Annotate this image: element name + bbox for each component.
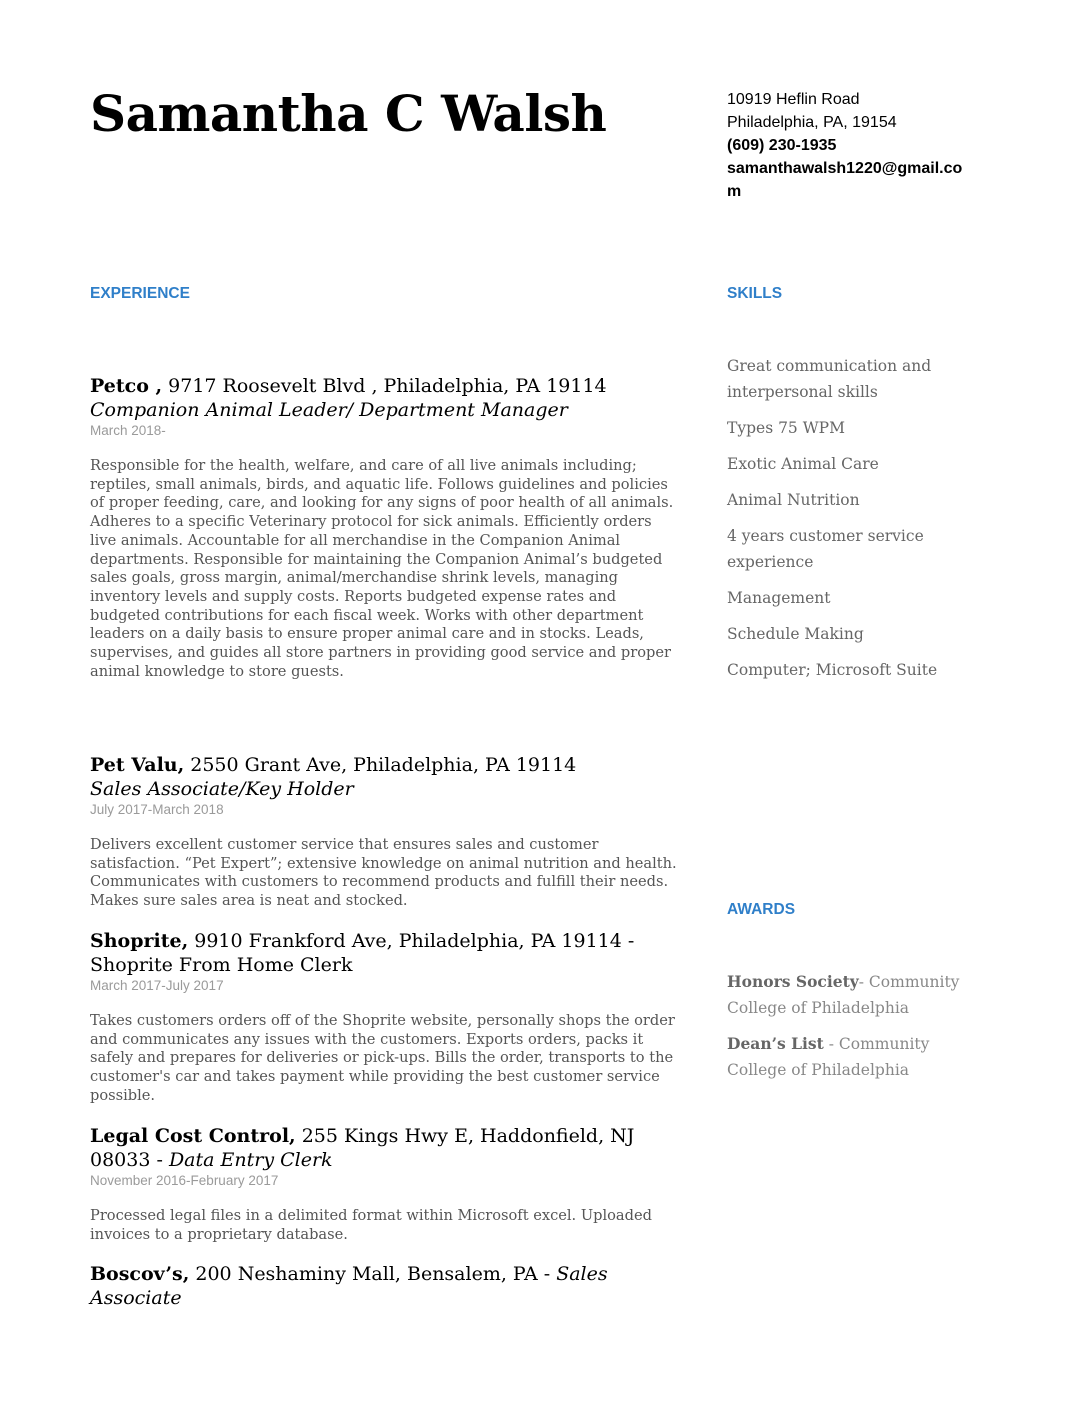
job-heading bbox=[90, 374, 680, 422]
job-entry-petco bbox=[90, 374, 680, 681]
skill-item: Exotic Animal Care bbox=[727, 455, 879, 473]
job-location: 255 Kings Hwy E, Haddonfield, NJ 08033 - bbox=[90, 1125, 635, 1171]
skill-item: Great communication and interpersonal skills bbox=[727, 357, 932, 401]
skill-item: Animal Nutrition bbox=[727, 491, 860, 509]
job-location: 9717 Roosevelt Blvd , Philadelphia, PA 19114 bbox=[162, 375, 607, 397]
awards-list bbox=[727, 969, 967, 1093]
job-location: 9910 Frankford Ave, Philadelphia, PA 19114 - Shoprite From Home Clerk bbox=[90, 930, 635, 976]
award-item bbox=[727, 969, 967, 1021]
job-entry-pet-valu bbox=[90, 753, 680, 911]
skill-item: 4 years customer service experience bbox=[727, 527, 924, 571]
job-org: Pet Valu, bbox=[90, 754, 185, 776]
job-description: Takes customers orders off of the Shoprite website, personally shops the order and communicates any issues with the customers. Exports orders, packs it safely and prepares for deliveries or pick-ups. Bills the order, transports to the customer's car and takes payment while providing the best customer service possible. bbox=[90, 1012, 675, 1104]
job-org: Shoprite, bbox=[90, 930, 189, 952]
contact-street: 10919 Heflin Road bbox=[727, 91, 860, 108]
job-location: 2550 Grant Ave, Philadelphia, PA 19114 bbox=[184, 754, 577, 776]
job-description: Delivers excellent customer service that ensures sales and customer satisfaction. “Pet Expert”; extensive knowledge on animal nutrition and health. Communicates with customers to recommend products and fulfill their needs. Makes sure sales area is neat and stocked. bbox=[90, 836, 677, 910]
contact-block bbox=[727, 88, 967, 203]
job-role: Sales Associate/Key Holder bbox=[90, 778, 354, 800]
award-item bbox=[727, 1031, 967, 1083]
job-role: Sales Associate bbox=[90, 1263, 608, 1309]
job-entry-shoprite bbox=[90, 929, 680, 1106]
candidate-name: Samantha C Walsh bbox=[90, 84, 607, 143]
job-description: Responsible for the health, welfare, and care of all live animals including; reptiles, small animals, birds, and aquatic life. Follows guidelines and policies of proper feeding, care, and looking for any signs of poor health of all animals. Adheres to a specific Veterinary protocol for sick animals. Efficiently orders live animals. Accountable for all merchandise in the Companion Animal departments. Responsible for maintaining the Companion Animal’s budgeted sales goals, gross margin, animal/merchandise shrink levels, managing inventory levels and supply costs. Reports budgeted expense rates and budgeted contributions for each fiscal week. Works with other department leaders on a daily basis to ensure proper animal care and in stocks. Leads, supervises, and guides all store partners in providing good service and proper animal knowledge to store guests. bbox=[90, 457, 674, 680]
job-heading bbox=[90, 1124, 680, 1172]
job-org: Legal Cost Control, bbox=[90, 1125, 296, 1147]
award-name: Honors Society bbox=[727, 972, 859, 991]
job-heading bbox=[90, 753, 680, 801]
job-role: Companion Animal Leader/ Department Manager bbox=[90, 399, 568, 421]
award-detail: - Community College of Philadelphia bbox=[727, 1035, 930, 1079]
skill-item: Types 75 WPM bbox=[727, 419, 845, 437]
skills-list bbox=[727, 353, 967, 693]
job-dates: November 2016-February 2017 bbox=[90, 1173, 279, 1188]
skill-item: Computer; Microsoft Suite bbox=[727, 661, 938, 679]
contact-email: samanthawalsh1220@gmail.com bbox=[727, 160, 963, 200]
skill-item: Management bbox=[727, 589, 831, 607]
job-heading bbox=[90, 929, 680, 977]
job-org: Petco , bbox=[90, 375, 163, 397]
job-location: 200 Neshaminy Mall, Bensalem, PA - bbox=[189, 1263, 557, 1285]
skill-item: Schedule Making bbox=[727, 625, 864, 643]
skills-heading: SKILLS bbox=[727, 285, 783, 302]
contact-city: Philadelphia, PA, 19154 bbox=[727, 114, 897, 131]
job-heading bbox=[90, 1262, 680, 1310]
job-dates: March 2017-July 2017 bbox=[90, 978, 224, 993]
award-name: Dean’s List bbox=[727, 1034, 824, 1053]
job-entry-boscovs bbox=[90, 1262, 680, 1310]
job-entry-legal-cost-control bbox=[90, 1124, 680, 1244]
job-description: Processed legal files in a delimited format within Microsoft excel. Uploaded invoices to a proprietary database. bbox=[90, 1207, 652, 1243]
job-dates: July 2017-March 2018 bbox=[90, 802, 224, 817]
job-role: Data Entry Clerk bbox=[168, 1149, 333, 1171]
job-dates: March 2018- bbox=[90, 423, 166, 438]
job-org: Boscov’s, bbox=[90, 1263, 190, 1285]
award-detail: - Community College of Philadelphia bbox=[727, 973, 960, 1017]
awards-heading: AWARDS bbox=[727, 901, 796, 918]
contact-phone: (609) 230-1935 bbox=[727, 137, 837, 154]
experience-heading: EXPERIENCE bbox=[90, 285, 190, 302]
